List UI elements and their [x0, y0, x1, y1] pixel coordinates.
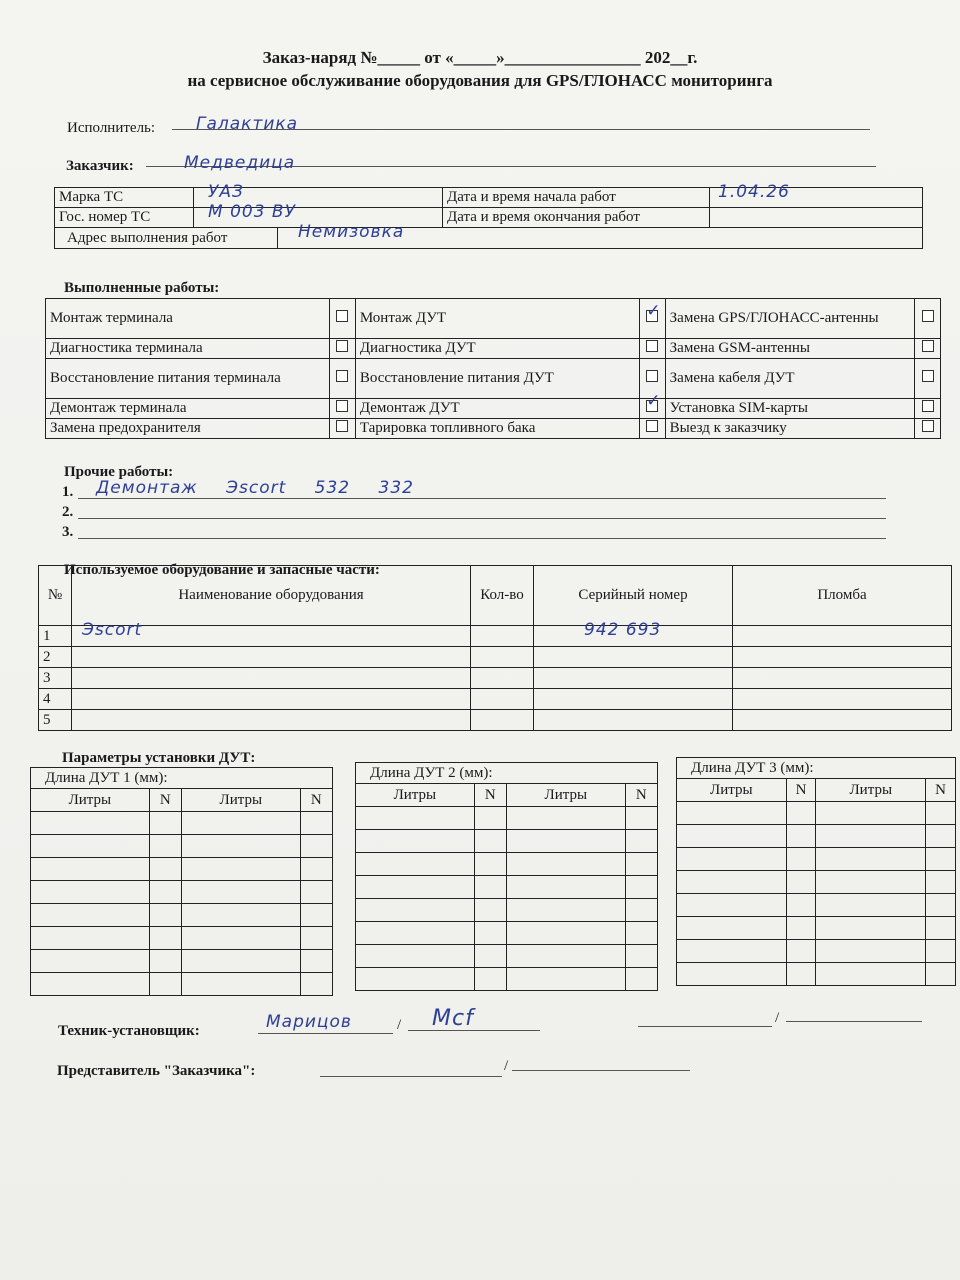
representative-label: Представитель "Заказчика":: [57, 1063, 256, 1079]
dut-cell[interactable]: [786, 825, 816, 848]
dut-table-1: [30, 767, 333, 996]
checkbox[interactable]: [922, 400, 934, 412]
dut-cell[interactable]: [926, 871, 956, 894]
works-row: [46, 339, 941, 359]
dut-cell[interactable]: [356, 968, 475, 991]
equipment-qty: [471, 710, 534, 731]
dut-cell[interactable]: [926, 940, 956, 963]
equipment-serial-cell: [534, 689, 733, 710]
dut-cell[interactable]: [300, 881, 332, 904]
dut-cell[interactable]: [677, 825, 787, 848]
customer-label: Заказчик:: [66, 158, 134, 174]
equipment-seal: [733, 710, 952, 731]
dut-cell[interactable]: [506, 968, 625, 991]
dut-cell[interactable]: [474, 899, 506, 922]
dut-cell[interactable]: [356, 853, 475, 876]
dut-row: [677, 940, 956, 963]
dut-cell[interactable]: [31, 835, 150, 858]
technician-label: Техник-установщик:: [58, 1023, 200, 1039]
works-row: [46, 399, 941, 419]
dut-cell[interactable]: [474, 853, 506, 876]
work-label: Замена GSM-антенны: [665, 339, 914, 359]
dut-col-header: N: [474, 784, 506, 807]
dut-cell[interactable]: [31, 881, 150, 904]
dut-row: [356, 899, 658, 922]
work-label: Диагностика терминала: [46, 339, 330, 359]
dut-cell[interactable]: [786, 917, 816, 940]
work-label: Восстановление питания ДУТ: [355, 359, 639, 399]
dut-cell[interactable]: [356, 807, 475, 830]
equipment-seal: [733, 668, 952, 689]
dut-row: [31, 881, 333, 904]
dut-cell[interactable]: [149, 973, 181, 996]
dut-cell[interactable]: [677, 940, 787, 963]
dut-cell[interactable]: [181, 927, 300, 950]
dut-table-2: [355, 762, 658, 991]
title-line-2: на сервисное обслуживание оборудования для GPS/ГЛОНАСС мониторинга: [187, 71, 773, 90]
works-table: [45, 298, 941, 439]
dut-cell[interactable]: [677, 848, 787, 871]
dut-cell[interactable]: [786, 894, 816, 917]
equipment-qty: [471, 689, 534, 710]
dut-cell[interactable]: [31, 904, 150, 927]
dut-cell[interactable]: [926, 894, 956, 917]
dut-col-header: Литры: [816, 779, 926, 802]
other-work-value: Демонтаж Эscort 532 332: [96, 478, 414, 498]
dut-cell[interactable]: [786, 963, 816, 986]
dut-row: [677, 917, 956, 940]
dut-cell[interactable]: [786, 871, 816, 894]
other-work-number: 3.: [62, 524, 74, 540]
equipment-num: 2: [39, 647, 72, 668]
dut-cell[interactable]: [149, 950, 181, 973]
dut-cell[interactable]: [31, 858, 150, 881]
dut-row: [677, 825, 956, 848]
dut-col-header: N: [786, 779, 816, 802]
work-checkbox-cell: [329, 299, 355, 339]
plate-label: Гос. номер ТС: [55, 208, 194, 228]
work-label: Замена кабеля ДУТ: [665, 359, 914, 399]
checkbox[interactable]: [336, 310, 348, 322]
dut-row: [31, 904, 333, 927]
dut-row: [356, 830, 658, 853]
dut-row: [31, 858, 333, 881]
dut-cell[interactable]: [926, 917, 956, 940]
dut-col-header: Литры: [677, 779, 787, 802]
dut-cell[interactable]: [149, 835, 181, 858]
equipment-qty: [471, 647, 534, 668]
dut-cell[interactable]: [300, 812, 332, 835]
dut-cell[interactable]: [816, 848, 926, 871]
dut-cell[interactable]: [181, 973, 300, 996]
start-value: 1.04.26: [718, 182, 790, 202]
title-line-1: Заказ-наряд №_____ от «_____»________________ 202__г.: [262, 48, 698, 67]
dut-cell[interactable]: [356, 830, 475, 853]
work-checkbox-cell: [915, 359, 941, 399]
equipment-qty: [471, 626, 534, 647]
work-checkbox-cell: [329, 399, 355, 419]
dut-row: [356, 876, 658, 899]
work-checkbox-cell: [329, 359, 355, 399]
dut-cell[interactable]: [31, 812, 150, 835]
dut-table-title: Длина ДУТ 3 (мм):: [677, 758, 956, 779]
dut-cell[interactable]: [474, 968, 506, 991]
equip-header-serial: Серийный номер: [534, 566, 733, 626]
equip-header-qty: Кол-во: [471, 566, 534, 626]
dut-row: [31, 950, 333, 973]
equipment-row: [39, 626, 952, 647]
dut-cell[interactable]: [506, 899, 625, 922]
checkbox[interactable]: [336, 420, 348, 432]
dut-cell[interactable]: [300, 904, 332, 927]
checkbox[interactable]: [336, 370, 348, 382]
other-works-title: Прочие работы:: [64, 464, 174, 480]
checkbox[interactable]: [922, 310, 934, 322]
work-label: Выезд к заказчику: [665, 419, 914, 439]
dut-cell[interactable]: [181, 904, 300, 927]
checkbox[interactable]: [336, 400, 348, 412]
dut-cell[interactable]: [300, 950, 332, 973]
checkbox[interactable]: [336, 340, 348, 352]
dut-row: [31, 835, 333, 858]
equipment-seal: [733, 689, 952, 710]
dut-cell[interactable]: [149, 881, 181, 904]
dut-cell[interactable]: [506, 830, 625, 853]
equipment-row: [39, 710, 952, 731]
dut-cell[interactable]: [474, 945, 506, 968]
works-row: [46, 299, 941, 339]
dut-cell[interactable]: [300, 858, 332, 881]
dut-cell[interactable]: [181, 950, 300, 973]
other-work-line: [78, 518, 886, 519]
address-label: Адрес выполнения работ: [55, 228, 278, 248]
dut-table-title: Длина ДУТ 2 (мм):: [356, 763, 658, 784]
checkbox[interactable]: [922, 370, 934, 382]
work-checkbox-cell: [639, 339, 665, 359]
equipment-name-cell: [72, 710, 471, 731]
work-checkbox-cell: [915, 339, 941, 359]
dut-col-header: N: [625, 784, 657, 807]
vehicle-table: [54, 182, 923, 249]
dut-row: [677, 894, 956, 917]
dut-row: [356, 807, 658, 830]
dut-cell[interactable]: [625, 922, 657, 945]
work-checkbox-cell: [639, 419, 665, 439]
dut-cell[interactable]: [926, 802, 956, 825]
work-checkbox-cell: [639, 299, 665, 339]
work-label: Тарировка топливного бака: [355, 419, 639, 439]
executor-label: Исполнитель:: [67, 120, 156, 136]
equip-header-name: Наименование оборудования: [72, 566, 471, 626]
dut-cell[interactable]: [816, 917, 926, 940]
dut-cell[interactable]: [149, 812, 181, 835]
plate-value: М 003 ВУ: [208, 202, 296, 222]
extra-sign-line-1: [638, 1026, 772, 1027]
equipment-serial-cell: [534, 668, 733, 689]
dut-cell[interactable]: [816, 871, 926, 894]
equipment-num: 5: [39, 710, 72, 731]
technician-name: Марицов: [266, 1012, 352, 1032]
dut-cell[interactable]: [625, 876, 657, 899]
dut-col-header: Литры: [356, 784, 475, 807]
dut-row: [356, 922, 658, 945]
dut-row: [356, 853, 658, 876]
work-checkbox-cell: [915, 419, 941, 439]
other-work-number: 1.: [62, 484, 74, 500]
equipment-qty: [471, 668, 534, 689]
equipment-seal: [733, 647, 952, 668]
extra-sign-line-2: [786, 1021, 922, 1022]
representative-line-2: [512, 1070, 690, 1071]
dut-row: [31, 812, 333, 835]
dut-cell[interactable]: [356, 922, 475, 945]
dut-cell[interactable]: [677, 802, 787, 825]
dut-cell[interactable]: [31, 973, 150, 996]
dut-cell[interactable]: [625, 968, 657, 991]
other-work-line: [78, 538, 886, 539]
dut-table-3: [676, 757, 956, 986]
dut-cell[interactable]: [506, 945, 625, 968]
dut-col-header: Литры: [506, 784, 625, 807]
checkbox[interactable]: [646, 340, 658, 352]
work-label: Диагностика ДУТ: [355, 339, 639, 359]
equip-header-seal: Пломба: [733, 566, 952, 626]
dut-cell[interactable]: [300, 835, 332, 858]
start-value-cell: [710, 182, 923, 208]
equipment-row: [39, 689, 952, 710]
dut-cell[interactable]: [31, 950, 150, 973]
dut-col-header: N: [926, 779, 956, 802]
checkbox[interactable]: [646, 400, 658, 412]
dut-cell[interactable]: [625, 853, 657, 876]
brand-value: УАЗ: [208, 182, 244, 202]
address-value: Немизовка: [298, 222, 405, 242]
work-checkbox-cell: [329, 339, 355, 359]
technician-slash: /: [397, 1017, 402, 1033]
other-work-line: [78, 498, 886, 499]
dut-cell[interactable]: [181, 835, 300, 858]
dut-cell[interactable]: [786, 848, 816, 871]
dut-cell[interactable]: [31, 927, 150, 950]
address-row: [55, 222, 923, 249]
works-title: Выполненные работы:: [64, 280, 220, 296]
technician-signature: Мсf: [432, 1006, 474, 1031]
brand-label: Марка ТС: [55, 188, 194, 208]
checkbox[interactable]: [922, 420, 934, 432]
work-label: Монтаж ДУТ: [355, 299, 639, 339]
dut-cell[interactable]: [474, 876, 506, 899]
other-work-number: 2.: [62, 504, 74, 520]
technician-name-line: [258, 1033, 393, 1034]
dut-cell[interactable]: [625, 945, 657, 968]
works-row: [46, 359, 941, 399]
dut-cell[interactable]: [786, 940, 816, 963]
dut-cell[interactable]: [506, 853, 625, 876]
equipment-num: 3: [39, 668, 72, 689]
dut-cell[interactable]: [926, 825, 956, 848]
equipment-name-cell: [72, 647, 471, 668]
customer-value: Медведица: [184, 153, 296, 173]
work-label: Замена предохранителя: [46, 419, 330, 439]
equipment-serial-cell: [534, 620, 733, 647]
equipment-title: Используемое оборудование и запасные части:: [64, 562, 380, 578]
dut-cell[interactable]: [149, 927, 181, 950]
equipment-num: 1: [39, 626, 72, 647]
checkbox[interactable]: [646, 370, 658, 382]
work-checkbox-cell: [639, 399, 665, 419]
dut-row: [677, 963, 956, 986]
dut-cell[interactable]: [356, 899, 475, 922]
work-label: Монтаж терминала: [46, 299, 330, 339]
dut-cell[interactable]: [677, 917, 787, 940]
work-checkbox-cell: [329, 419, 355, 439]
dut-cell[interactable]: [506, 922, 625, 945]
checkbox[interactable]: [922, 340, 934, 352]
equipment-name-cell: [72, 668, 471, 689]
dut-cell[interactable]: [506, 807, 625, 830]
dut-cell[interactable]: [816, 894, 926, 917]
equipment-row: [39, 668, 952, 689]
dut-row: [677, 802, 956, 825]
dut-cell[interactable]: [181, 812, 300, 835]
end-value: [710, 208, 923, 228]
work-label: Установка SIM-карты: [665, 399, 914, 419]
equipment-serial-cell: [534, 710, 733, 731]
dut-col-header: N: [149, 789, 181, 812]
dut-title: Параметры установки ДУТ:: [62, 750, 256, 766]
equipment-name-cell: [72, 620, 471, 647]
equipment-table: [38, 565, 952, 731]
dut-cell[interactable]: [926, 963, 956, 986]
dut-cell[interactable]: [300, 927, 332, 950]
start-label: Дата и время начала работ: [443, 188, 710, 208]
end-label: Дата и время окончания работ: [443, 208, 710, 228]
dut-cell[interactable]: [625, 807, 657, 830]
works-row: [46, 419, 941, 439]
dut-row: [677, 871, 956, 894]
equipment-row: [39, 647, 952, 668]
dut-cell[interactable]: [474, 830, 506, 853]
dut-cell[interactable]: [356, 876, 475, 899]
work-label: Демонтаж ДУТ: [355, 399, 639, 419]
dut-cell[interactable]: [181, 858, 300, 881]
dut-col-header: N: [300, 789, 332, 812]
work-label: Замена GPS/ГЛОНАСС-антенны: [665, 299, 914, 339]
equipment-name-cell: [72, 689, 471, 710]
dut-row: [356, 945, 658, 968]
representative-slash: /: [504, 1058, 509, 1074]
dut-cell[interactable]: [677, 871, 787, 894]
dut-cell[interactable]: [181, 881, 300, 904]
equipment-name: Эscort: [82, 620, 143, 640]
dut-cell[interactable]: [356, 945, 475, 968]
extra-slash: /: [775, 1010, 780, 1026]
dut-cell[interactable]: [625, 899, 657, 922]
dut-col-header: Литры: [31, 789, 150, 812]
representative-line-1: [320, 1076, 502, 1077]
dut-cell[interactable]: [149, 858, 181, 881]
dut-cell[interactable]: [677, 963, 787, 986]
dut-cell[interactable]: [300, 973, 332, 996]
equipment-serial-cell: [534, 647, 733, 668]
dut-cell[interactable]: [677, 894, 787, 917]
checkbox[interactable]: [646, 420, 658, 432]
equipment-serial: 942 693: [584, 620, 662, 640]
checkbox[interactable]: [646, 310, 658, 322]
work-checkbox-cell: [915, 299, 941, 339]
dut-table-title: Длина ДУТ 1 (мм):: [31, 768, 333, 789]
dut-cell[interactable]: [474, 922, 506, 945]
dut-col-header: Литры: [181, 789, 300, 812]
equipment-num: 4: [39, 689, 72, 710]
dut-row: [356, 968, 658, 991]
equip-header-num: №: [39, 566, 72, 626]
dut-cell[interactable]: [816, 963, 926, 986]
dut-cell[interactable]: [816, 802, 926, 825]
dut-cell[interactable]: [506, 876, 625, 899]
dut-row: [31, 973, 333, 996]
dut-row: [677, 848, 956, 871]
dut-cell[interactable]: [625, 830, 657, 853]
work-label: Восстановление питания терминала: [46, 359, 330, 399]
dut-cell[interactable]: [786, 802, 816, 825]
dut-cell[interactable]: [926, 848, 956, 871]
executor-value: Галактика: [196, 114, 299, 134]
dut-cell[interactable]: [816, 825, 926, 848]
dut-cell[interactable]: [474, 807, 506, 830]
dut-cell[interactable]: [816, 940, 926, 963]
dut-cell[interactable]: [149, 904, 181, 927]
work-label: Демонтаж терминала: [46, 399, 330, 419]
equipment-seal: [733, 626, 952, 647]
dut-row: [31, 927, 333, 950]
work-checkbox-cell: [915, 399, 941, 419]
technician-sign-line: [408, 1030, 540, 1031]
